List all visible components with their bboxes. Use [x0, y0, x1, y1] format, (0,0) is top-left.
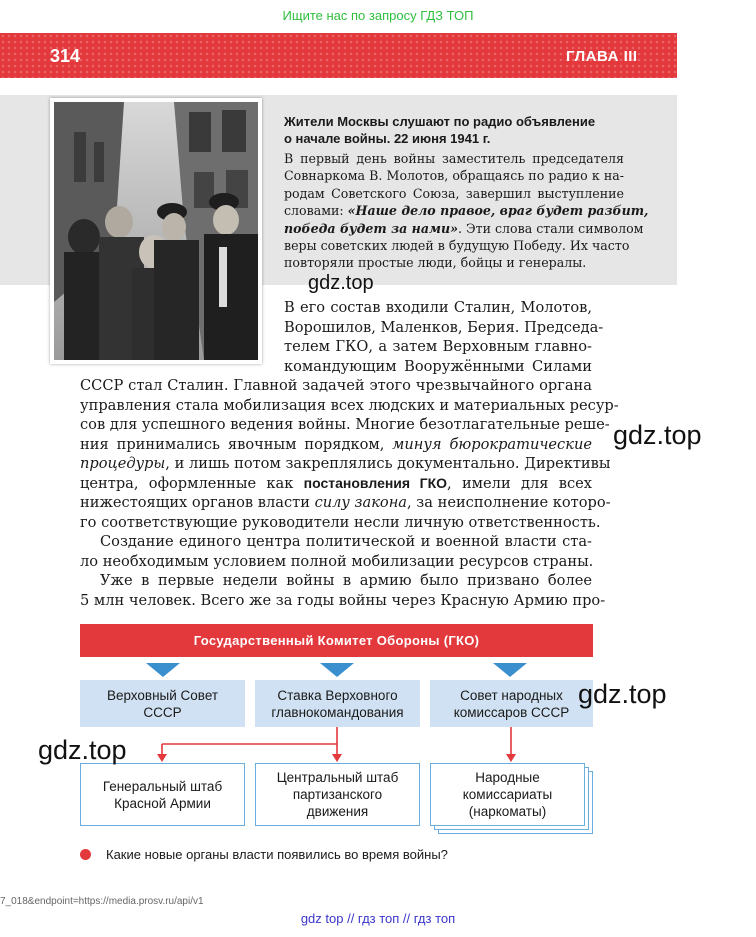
- box-line: СССР: [143, 704, 182, 720]
- box-line: Ставка Верховного: [277, 687, 398, 703]
- bold-term: постановления ГКО: [303, 474, 448, 491]
- review-question: [80, 847, 448, 862]
- italic-term: силу закона: [314, 494, 408, 511]
- top-watermark-link[interactable]: Ищите нас по запросу ГДЗ ТОП: [282, 8, 474, 23]
- body-line: В его состав входили Сталин, Молотов,: [284, 299, 592, 316]
- body-line: СССР стал Сталин. Главной задачей этого чрезвычайного органа: [80, 377, 592, 394]
- watermark: gdz.top: [578, 679, 667, 709]
- body-paragraph-1-top: [284, 298, 604, 376]
- body-line: командующим Вооружёнными Силами: [284, 357, 592, 375]
- general-staff-box: [80, 763, 245, 826]
- molotov-quote: «Наше дело правое, враг будет разбит,: [347, 203, 649, 219]
- photo-people-listening-radio-icon: [54, 102, 258, 360]
- box-line: (наркоматы): [468, 804, 547, 819]
- url-fragment: 7_018&endpoint=https://media.prosv.ru/api/v1: [0, 896, 204, 907]
- body-line: 5 млн человек. Всего же за годы войны через Красную Армию про-: [80, 591, 606, 609]
- watermark: gdz.top: [308, 272, 374, 294]
- box-line: Совет народных: [460, 687, 563, 703]
- caption-title-line: Жители Москвы слушают по радио объявление: [284, 114, 596, 129]
- box-line: Народные: [475, 770, 540, 785]
- body-line: [80, 474, 592, 494]
- body-text-span: , за неисполнение которо-: [407, 494, 611, 511]
- body-line: управления стала мобилизация всех людских и материальных ресур-: [80, 396, 619, 414]
- caption-line: [284, 202, 649, 219]
- box-line: комиссаров СССР: [453, 704, 570, 720]
- caption-text-span: словами:: [284, 203, 348, 219]
- body-line: [80, 454, 611, 474]
- italic-term: минуя бюрократические: [392, 435, 592, 453]
- chapter-title: ГЛАВА III: [566, 48, 638, 65]
- box-line: Верховный Совет: [106, 687, 219, 703]
- body-text-span: центра, оформленные как: [80, 474, 304, 492]
- molotov-quote: победа будет за нами»: [284, 220, 458, 236]
- body-line: ло необходимым условием полной мобилизации ресурсов страны.: [80, 552, 594, 570]
- caption-title: [284, 113, 624, 147]
- body-line: Создание единого центра политической и военной власти ста-: [100, 533, 592, 550]
- bottom-watermark-links[interactable]: gdz top // гдз топ // гдз топ: [300, 911, 456, 926]
- watermark: gdz.top: [613, 420, 702, 450]
- body-text-span: нижестоящих органов власти: [80, 494, 315, 511]
- commissariats-box: [430, 763, 585, 826]
- caption-line: веры советских людей в будущую Победу. Их часто: [284, 238, 630, 254]
- body-line: телем ГКО, а затем Верховным главно-: [284, 338, 592, 355]
- watermark: gdz.top: [38, 735, 127, 765]
- box-line: Центральный штаб: [276, 770, 399, 785]
- caption-line: родам Советского Союза, завершил выступление: [284, 185, 624, 201]
- partisan-staff-box: [255, 763, 420, 826]
- caption-title-line: о начале войны. 22 июня 1941 г.: [284, 131, 491, 146]
- review-question-text: Какие новые органы власти появились во время войны?: [106, 847, 448, 862]
- page-number: 314: [50, 46, 81, 66]
- gko-diagram: [0, 620, 756, 840]
- gko-header-box: Государственный Комитет Обороны (ГКО): [80, 624, 593, 657]
- box-line: партизанского: [292, 787, 383, 802]
- body-line: Уже в первые недели войны в армию было призвано более: [100, 572, 592, 589]
- box-line: комиссариаты: [462, 787, 553, 802]
- caption-line: [284, 220, 644, 237]
- caption-text: [284, 150, 649, 272]
- body-text-span: , и лишь потом закреплялись документально. Директивы: [165, 455, 611, 472]
- body-text-span: ния принимались явочным порядком,: [80, 435, 393, 453]
- body-line: [80, 493, 611, 513]
- box-line: движения: [306, 804, 369, 819]
- box-line: Генеральный штаб: [102, 778, 223, 794]
- caption-line: повторяли простые люди, бойцы и генералы.: [284, 255, 587, 271]
- caption-line: В первый день войны заместитель председателя: [284, 151, 624, 166]
- italic-term: процедуры: [80, 455, 166, 472]
- body-line: сов для успешного ведения войны. Многие безотлагательные решe-: [80, 416, 610, 433]
- body-text-span: , имели для всех: [447, 474, 592, 492]
- box-line: Красной Армии: [114, 795, 211, 811]
- box-line: главнокомандования: [271, 704, 404, 720]
- historical-photo: [50, 98, 262, 364]
- caption-text-span: . Эти слова стали символом: [458, 220, 644, 236]
- body-line: го соответствующие руководители несли личную ответственность.: [80, 513, 601, 531]
- body-line: [80, 435, 592, 455]
- body-paragraph-1: [80, 376, 619, 610]
- caption-line: Совнаркома В. Молотов, обращаясь по радио к на-: [284, 168, 624, 184]
- body-line: Ворошилов, Маленков, Берия. Председа-: [284, 318, 604, 336]
